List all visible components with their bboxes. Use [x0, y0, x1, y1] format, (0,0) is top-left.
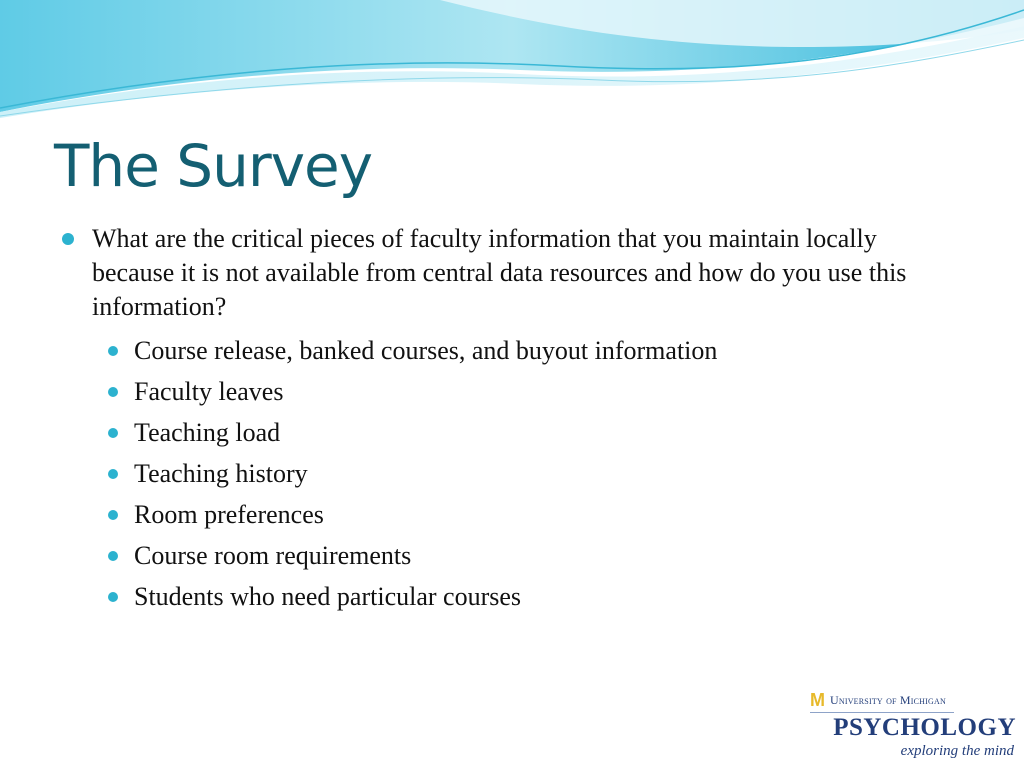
list-item [133, 494, 960, 535]
list-item-text: Course room requirements [134, 541, 412, 570]
bullet-icon [108, 469, 118, 479]
main-bullet [60, 222, 960, 324]
list-item [133, 576, 960, 617]
logo-university-name: University of Michigan [830, 693, 946, 707]
list-item [133, 535, 960, 576]
list-item-text: Students who need particular courses [134, 582, 522, 611]
list-item [133, 371, 960, 412]
main-bullet-text: What are the critical pieces of faculty information that you maintain locally because it is not available from central data resources and how do you use this information? [92, 224, 907, 321]
bullet-icon [108, 346, 118, 356]
bullet-icon [62, 233, 74, 245]
bullet-icon [108, 510, 118, 520]
block-m-icon: M [810, 690, 824, 710]
list-item-text: Teaching load [134, 418, 281, 447]
list-item-text: Course release, banked courses, and buyout information [134, 336, 718, 365]
slide-title: The Survey [54, 132, 373, 200]
logo-tagline: exploring the mind [900, 743, 1014, 759]
list-item [133, 330, 960, 371]
list-item [133, 412, 960, 453]
list-item-text: Teaching history [134, 459, 308, 488]
bullet-icon [108, 551, 118, 561]
sub-bullet-list [60, 330, 960, 617]
header-wave-decoration [0, 0, 1024, 130]
logo-department: PSYCHOLOGY [833, 714, 1016, 741]
bullet-icon [108, 428, 118, 438]
bullet-icon [108, 592, 118, 602]
list-item [133, 453, 960, 494]
list-item-text: Faculty leaves [134, 377, 284, 406]
university-psychology-logo [810, 688, 1020, 762]
list-item-text: Room preferences [134, 500, 324, 529]
bullet-icon [108, 387, 118, 397]
slide-content [60, 222, 960, 617]
